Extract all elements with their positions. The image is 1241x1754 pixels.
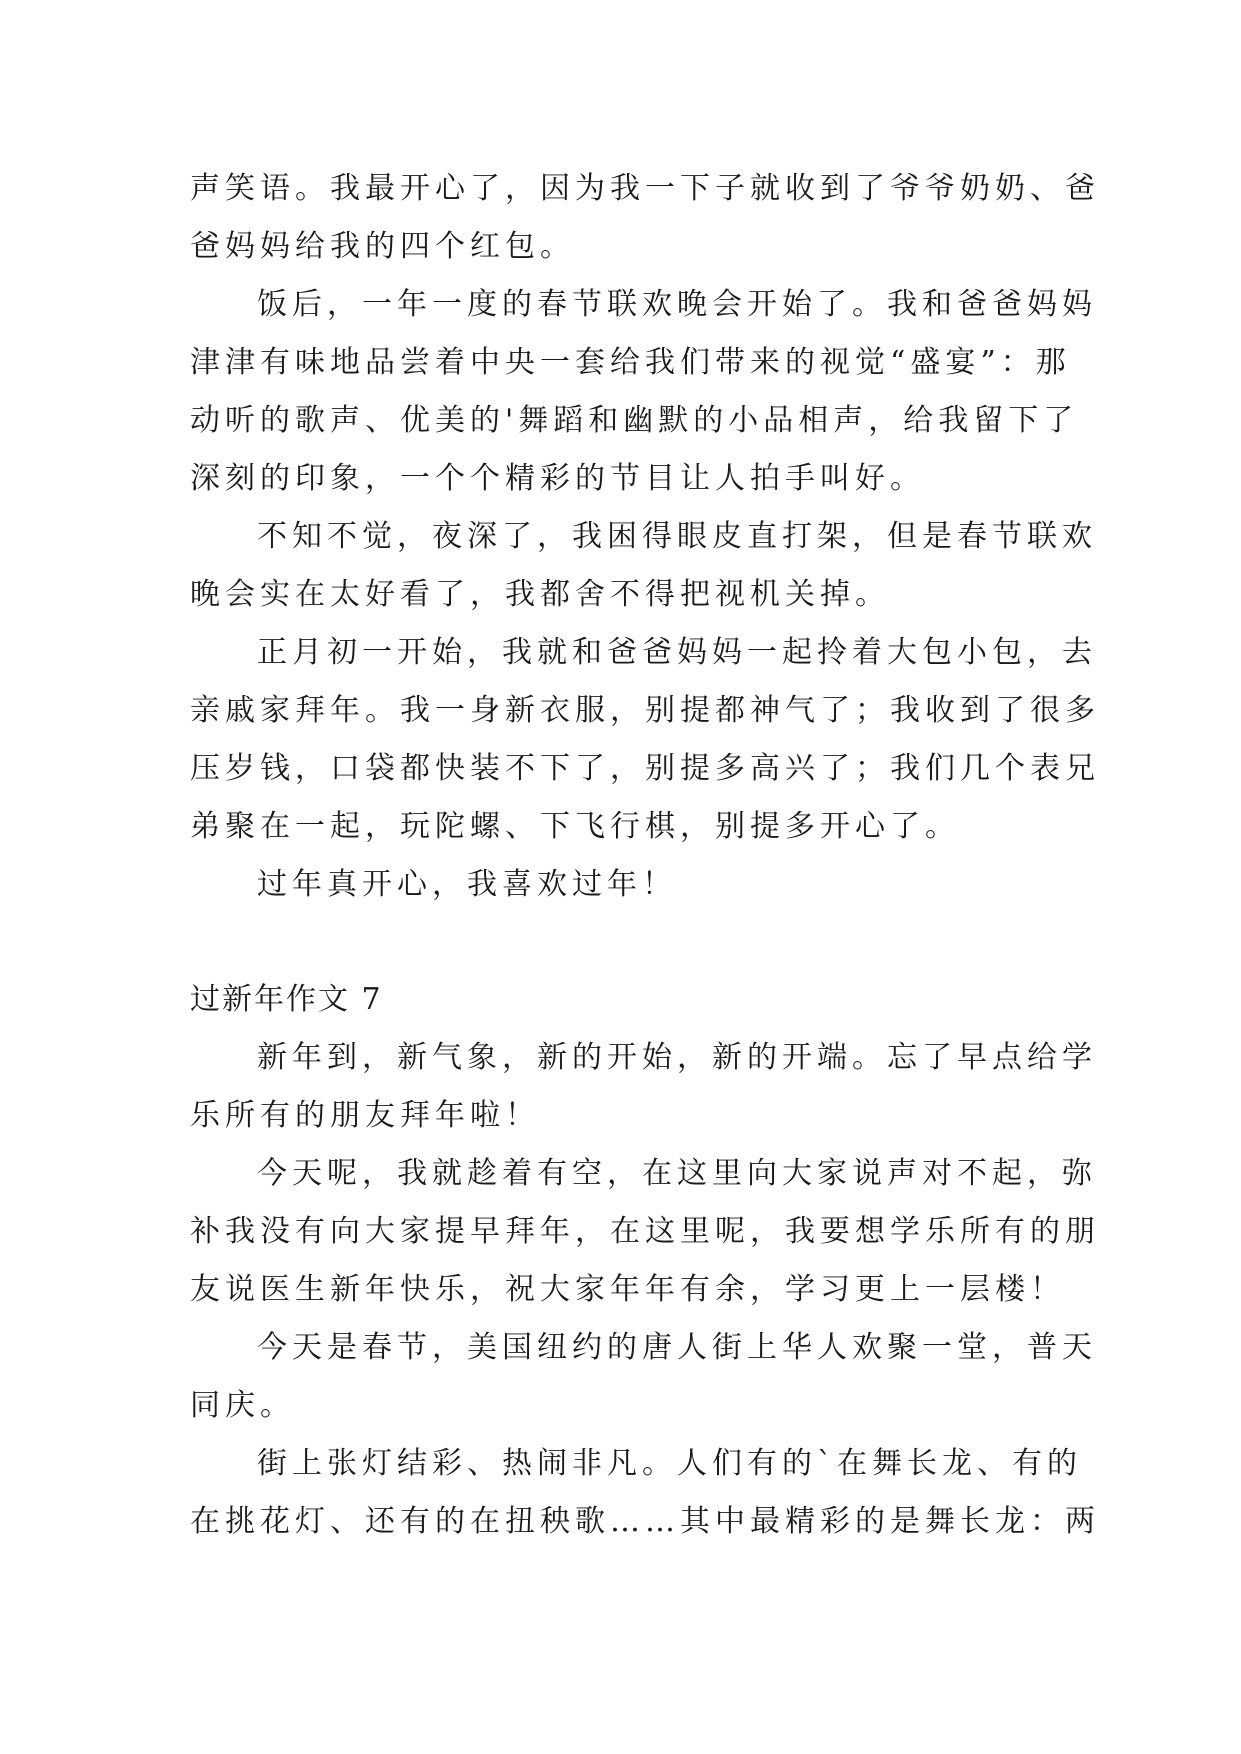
text-line: 在挑花灯、还有的在扭秧歌……其中最精彩的是舞长龙：两 xyxy=(190,1504,1100,1539)
text-line: 乐所有的朋友拜年啦！ xyxy=(190,1098,540,1133)
text-line: 友说医生新年快乐，祝大家年年有余，学习更上一层楼！ xyxy=(190,1272,1065,1307)
section-heading: 过新年作文 7 xyxy=(190,982,383,1017)
text-line: 亲戚家拜年。我一身新衣服，别提都神气了；我收到了很多 xyxy=(190,693,1100,728)
text-line: 弟聚在一起，玩陀螺、下飞行棋，别提多开心了。 xyxy=(190,809,960,844)
text-line: 压岁钱，口袋都快装不下了，别提多高兴了；我们几个表兄 xyxy=(190,751,1100,786)
paragraph-start-line: 正月初一开始，我就和爸爸妈妈一起拎着大包小包，去 xyxy=(257,635,1097,670)
document-body xyxy=(190,160,1100,1551)
text-line: 深刻的印象，一个个精彩的节目让人拍手叫好。 xyxy=(190,461,925,496)
paragraph-start-line: 新年到，新气象，新的开始，新的开端。忘了早点给学 xyxy=(257,1040,1097,1075)
text-line: 声笑语。我最开心了，因为我一下子就收到了爷爷奶奶、爸 xyxy=(190,171,1100,206)
text-line: 爸妈妈给我的四个红包。 xyxy=(190,229,575,264)
paragraph-start-line: 不知不觉，夜深了，我困得眼皮直打架，但是春节联欢 xyxy=(257,519,1097,554)
paragraph-start-line: 今天是春节，美国纽约的唐人街上华人欢聚一堂，普天 xyxy=(257,1330,1097,1365)
paragraph-start-line: 街上张灯结彩、热闹非凡。人们有的`在舞长龙、有的 xyxy=(257,1446,1082,1481)
text-line: 动听的歌声、优美的'舞蹈和幽默的小品相声，给我留下了 xyxy=(190,403,1079,438)
text-line: 同庆。 xyxy=(190,1388,295,1423)
paragraph-start-line: 饭后，一年一度的春节联欢晚会开始了。我和爸爸妈妈 xyxy=(257,287,1097,322)
text-line: 补我没有向大家提早拜年，在这里呢，我要想学乐所有的朋 xyxy=(190,1214,1100,1249)
paragraph-start-line: 过年真开心，我喜欢过年！ xyxy=(257,867,677,902)
text-line: 晚会实在太好看了，我都舍不得把视机关掉。 xyxy=(190,577,890,612)
section-gap xyxy=(190,914,1052,971)
paragraph-start-line: 今天呢，我就趁着有空，在这里向大家说声对不起，弥 xyxy=(257,1156,1097,1191)
text-line: 津津有味地品尝着中央一套给我们带来的视觉“盛宴”：那 xyxy=(190,345,1071,380)
